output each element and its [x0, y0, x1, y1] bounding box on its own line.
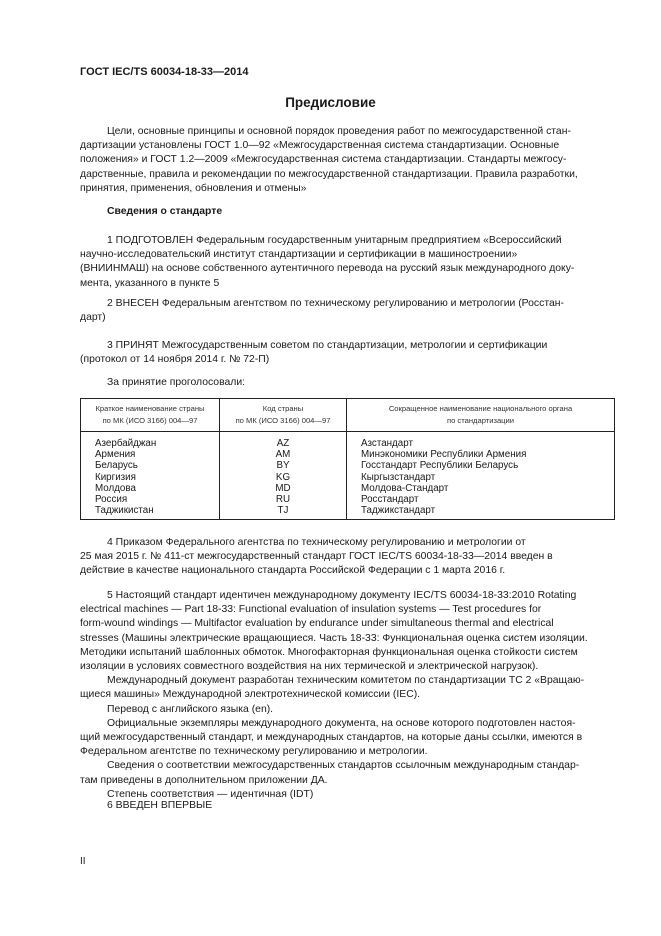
item-5-line: Степень соответствия — идентичная (IDT) — [107, 788, 314, 800]
col-code-header: Код страны по МК (ИСО 3166) 004—97 — [220, 399, 347, 432]
table-header-row — [81, 399, 615, 432]
item-2 — [80, 297, 614, 325]
country-cell: Беларусь — [81, 460, 220, 471]
item-4-line: 4 Приказом Федерального агентства по техническому регулированию и метрологии от — [107, 537, 526, 548]
item-5-line: Официальные экземпляры международного документа, на основе которого подготовлен настоя- — [107, 717, 576, 729]
code-cell: AZ — [220, 432, 347, 450]
item-5-line: щиеся машины» Международной электротехнической комиссии (IEC). — [80, 689, 421, 701]
item-1-line: 1 ПОДГОТОВЛЕН Федеральным государственным унитарным предприятием «Всероссийский — [107, 235, 562, 246]
item-3 — [80, 339, 614, 367]
code-cell: MD — [220, 483, 347, 494]
code-cell: RU — [220, 494, 347, 505]
item-2-line: дарт) — [80, 312, 106, 324]
intro-line: дартизации установлены ГОСТ 1.0—92 «Межгосударственная система стандартизации. Основные — [80, 140, 560, 152]
body-cell: Госстандарт Республики Беларусь — [347, 460, 615, 471]
item-4-line: 25 мая 2015 г. № 411-ст межгосударственный стандарт ГОСТ IEC/TS 60034-18-33—2014 введен в — [80, 551, 553, 563]
item-3-line: 3 ПРИНЯТ Межгосударственным советом по стандартизации, метрологии и сертификации — [107, 340, 548, 351]
info-heading: Сведения о стандарте — [107, 206, 223, 217]
item-5-line: stresses (Машины электрические вращающиеся. Часть 18-33: Функциональная оценка систем изоляции. — [80, 632, 588, 644]
intro-line: дарственные, правила и рекомендации по межгосударственной стандартизации. Правила разработки, — [80, 168, 578, 180]
body-cell: Росстандарт — [347, 494, 615, 505]
item-1-line: (ВНИИНМАШ) на основе собственного аутентичного перевода на русский язык международного доку- — [80, 263, 575, 275]
code-cell: TJ — [220, 505, 347, 520]
intro-line: положения» и ГОСТ 1.2—2009 «Межгосударственная система стандартизации. Стандарты межгосу- — [80, 154, 567, 166]
item-5-line: изоляции в условиях совместного воздействия на них термической и электрической нагрузок). — [80, 661, 539, 673]
item-5-line: Международный документ разработан техническим комитетом по стандартизации ТС 2 «Вращаю- — [107, 675, 585, 687]
page-title: Предисловие — [285, 95, 376, 110]
table-row — [81, 483, 615, 494]
body-cell: Минэкономики Республики Армения — [347, 449, 615, 460]
item-5-line: щий межгосударственный стандарт, и международных стандартов, на которые даны ссылки, имеются в — [80, 732, 583, 744]
body-cell: Азстандарт — [347, 432, 615, 450]
voting-table — [80, 398, 615, 520]
intro-paragraph — [80, 125, 614, 196]
body-cell: Кыргызстандарт — [347, 472, 615, 483]
item-5 — [80, 589, 614, 802]
intro-line: принятия, применения, обновления и отмены» — [80, 182, 307, 194]
code-cell: BY — [220, 460, 347, 471]
item-5-line: Сведения о соответствии межгосударственных стандартов ссылочным международным стандар- — [107, 760, 580, 772]
item-1 — [80, 234, 614, 291]
table-row — [81, 505, 615, 520]
item-5-line: Методики испытаний шаблонных обмоток. Многофакторная функциональная оценка стойкости систем — [80, 646, 578, 658]
item-1-line: мента, указанного в пункте 5 — [80, 277, 220, 289]
body-cell: Молдова-Стандарт — [347, 483, 615, 494]
item-5-line: 5 Настоящий стандарт идентичен международному документу IEC/TS 60034-18-33:2010 Rotating — [107, 590, 577, 601]
item-6: 6 ВВЕДЕН ВПЕРВЫЕ — [107, 800, 213, 811]
country-cell: Азербайджан — [81, 432, 220, 450]
page-number: II — [80, 856, 86, 867]
item-5-line: там приведены в дополнительном приложении ДА. — [80, 774, 328, 786]
code-cell: AM — [220, 449, 347, 460]
col-country-header: Краткое наименование страны по МК (ИСО 3166) 004—97 — [81, 399, 220, 432]
country-cell: Армения — [81, 449, 220, 460]
body-cell: Таджикстандарт — [347, 505, 615, 520]
item-3-line: (протокол от 14 ноября 2014 г. № 72-П) — [80, 354, 270, 366]
item-5-line: electrical machines — Part 18-33: Functional evaluation of insulation systems — Test procedures for — [80, 604, 542, 616]
table-row — [81, 460, 615, 471]
item-5-line: Федеральном агентстве по техническому регулированию и метрологии. — [80, 746, 428, 758]
intro-line: Цели, основные принципы и основной порядок проведения работ по межгосударственной стан- — [107, 126, 571, 137]
item-2-line: 2 ВНЕСЕН Федеральным агентством по техническому регулированию и метрологии (Росстан- — [107, 298, 564, 309]
voted-label: За принятие проголосовали: — [107, 377, 246, 388]
item-4 — [80, 536, 614, 579]
country-cell: Киргизия — [81, 472, 220, 483]
country-cell: Таджикистан — [81, 505, 220, 520]
item-5-line: form-wound windings — Multifactor evaluation by endurance under simultaneous thermal and electrical — [80, 618, 554, 630]
country-cell: Молдова — [81, 483, 220, 494]
code-cell: KG — [220, 472, 347, 483]
table-row — [81, 432, 615, 450]
col-body-header: Сокращенное наименование национального органа по стандартизации — [347, 399, 615, 432]
item-5-line: Перевод с английского языка (en). — [107, 703, 274, 715]
table-row — [81, 494, 615, 505]
table-row — [81, 449, 615, 460]
table-row — [81, 472, 615, 483]
item-4-line: действие в качестве национального стандарта Российской Федерации с 1 марта 2016 г. — [80, 565, 506, 577]
item-1-line: научно-исследовательский институт стандартизации и сертификации в машиностроении» — [80, 249, 518, 261]
country-cell: Россия — [81, 494, 220, 505]
standard-header: ГОСТ IEC/TS 60034-18-33—2014 — [80, 66, 249, 78]
